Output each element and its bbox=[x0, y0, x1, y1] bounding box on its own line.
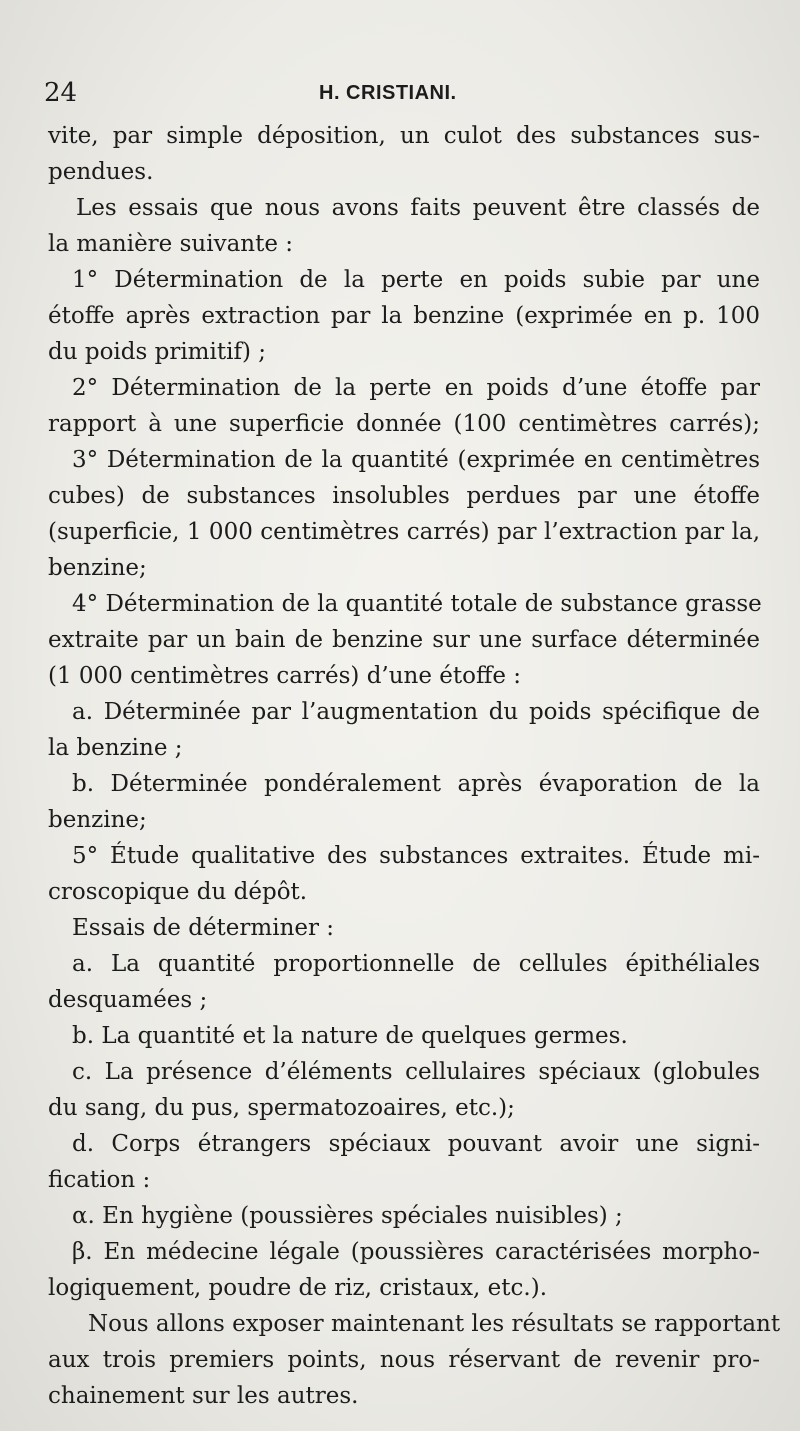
text-line: a. La quantité proportionnelle de cellules épithéliales bbox=[72, 951, 760, 977]
text-line: croscopique du dépôt. bbox=[48, 879, 308, 905]
running-title: H. CRISTIANI. bbox=[319, 82, 457, 104]
text-line: a. Déterminée par l’augmentation du poids spécifique de bbox=[72, 699, 760, 725]
text-line: étoffe après extraction par la benzine (exprimée en p. 100 bbox=[48, 303, 760, 329]
text-line: rapport à une superficie donnée (100 centimètres carrés); bbox=[48, 411, 760, 437]
page-header bbox=[44, 76, 760, 110]
text-line: β. En médecine légale (poussières caractérisées morpho- bbox=[72, 1239, 760, 1265]
text-line: du poids primitif) ; bbox=[48, 339, 266, 365]
text-line: du sang, du pus, spermatozoaires, etc.); bbox=[48, 1095, 515, 1121]
text-line: 1° Détermination de la perte en poids subie par une bbox=[72, 267, 760, 293]
text-line: d. Corps étrangers spéciaux pouvant avoir une signi- bbox=[72, 1131, 760, 1157]
text-line: 2° Détermination de la perte en poids d’une étoffe par bbox=[72, 375, 760, 401]
text-line: 5° Étude qualitative des substances extraites. Étude mi- bbox=[72, 843, 760, 869]
text-line: pendues. bbox=[48, 159, 154, 185]
text-line: aux trois premiers points, nous réservant de revenir pro- bbox=[48, 1347, 760, 1373]
text-line: vite, par simple déposition, un culot des substances sus- bbox=[48, 123, 760, 149]
text-line: Nous allons exposer maintenant les résultats se rapportant bbox=[88, 1311, 781, 1337]
text-line: la manière suivante : bbox=[48, 231, 294, 257]
text-line: desquamées ; bbox=[48, 987, 208, 1013]
text-line: b. La quantité et la nature de quelques germes. bbox=[72, 1023, 628, 1049]
text-line: Essais de déterminer : bbox=[72, 915, 335, 941]
text-line: (superficie, 1 000 centimètres carrés) par l’extraction par la, bbox=[48, 519, 760, 545]
page-number: 24 bbox=[44, 78, 78, 108]
text-line: extraite par un bain de benzine sur une surface déterminée bbox=[48, 627, 760, 653]
text-line: fication : bbox=[48, 1167, 151, 1193]
text-line: 4° Détermination de la quantité totale de substance grasse bbox=[72, 591, 762, 617]
text-line: cubes) de substances insolubles perdues par une étoffe bbox=[48, 483, 760, 509]
text-line: chainement sur les autres. bbox=[48, 1383, 359, 1409]
text-line: α. En hygiène (poussières spéciales nuisibles) ; bbox=[72, 1203, 623, 1229]
text-line: benzine; bbox=[48, 807, 147, 833]
text-line: Les essais que nous avons faits peuvent être classés de bbox=[76, 195, 760, 221]
text-line: (1 000 centimètres carrés) d’une étoffe : bbox=[48, 663, 521, 689]
text-line: b. Déterminée pondéralement après évaporation de la bbox=[72, 771, 760, 797]
text-line: la benzine ; bbox=[48, 735, 183, 761]
text-line: logiquement, poudre de riz, cristaux, etc.). bbox=[48, 1275, 548, 1301]
text-line: 3° Détermination de la quantité (exprimée en centimètres bbox=[72, 447, 760, 473]
text-line: c. La présence d’éléments cellulaires spéciaux (globules bbox=[72, 1059, 760, 1085]
text-line: benzine; bbox=[48, 555, 147, 581]
